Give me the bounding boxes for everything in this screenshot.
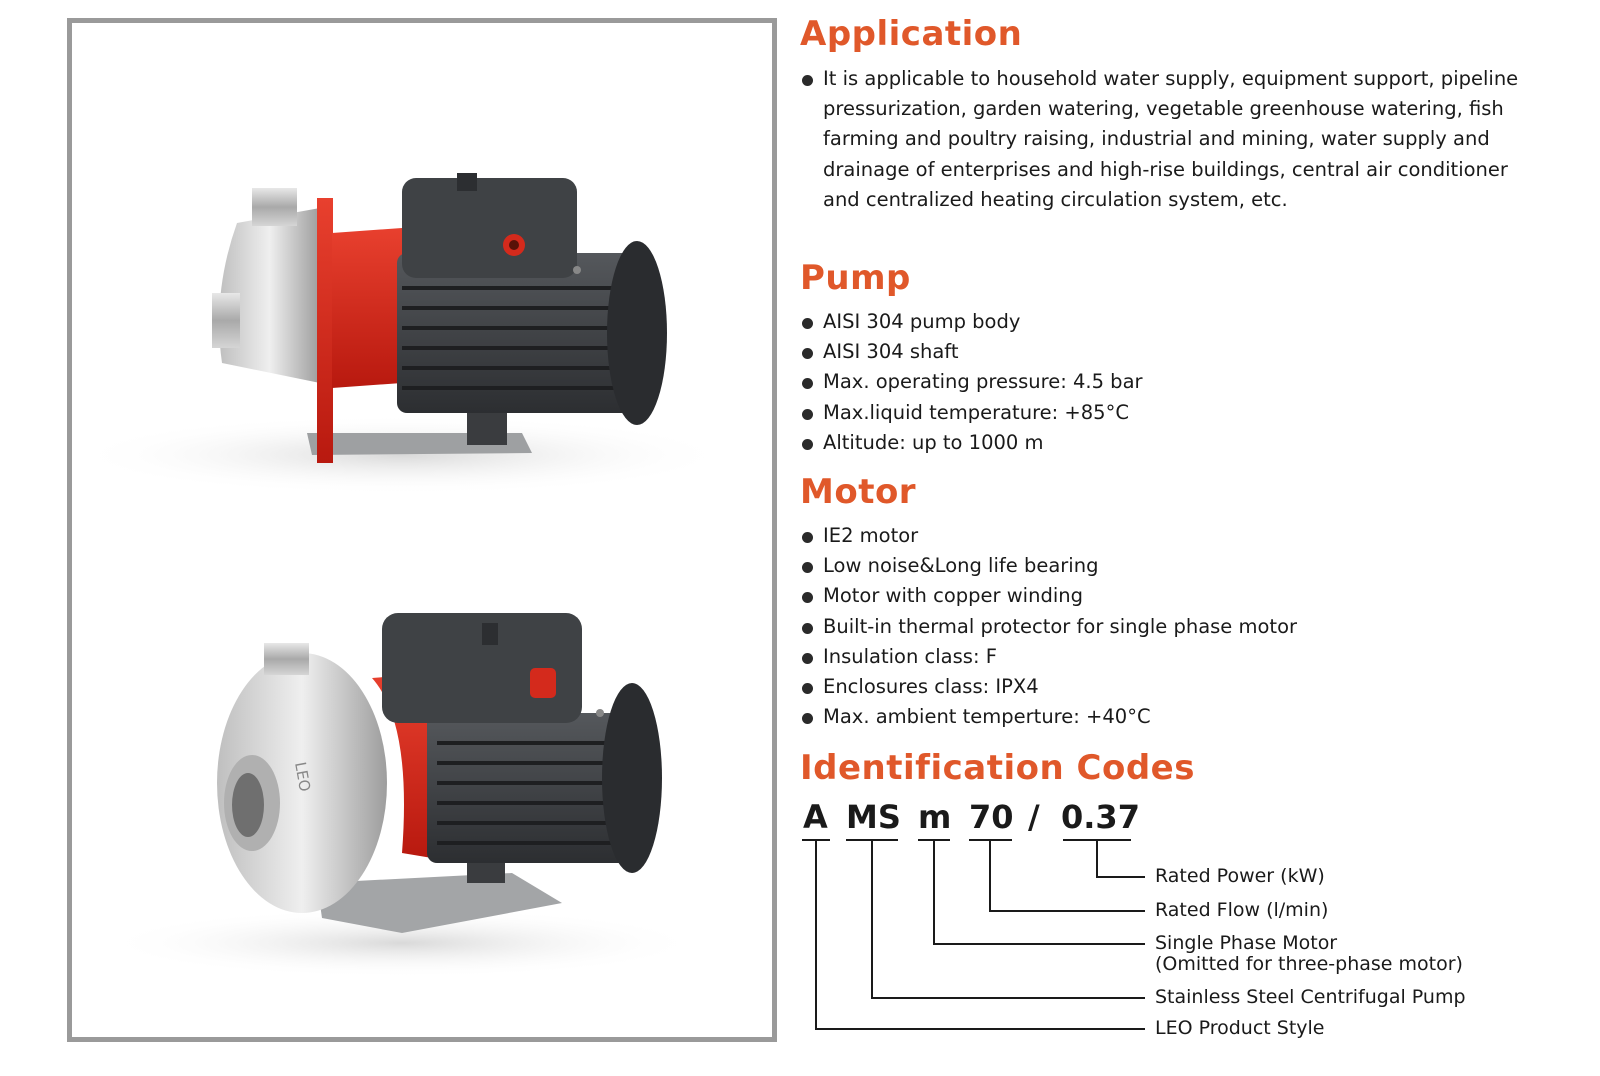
list-item: Enclosures class: IPX4	[800, 672, 1297, 702]
list-item: Motor with copper winding	[800, 581, 1297, 611]
label-pump-type: Stainless Steel Centrifugal Pump	[1155, 986, 1466, 1008]
identification-heading: Identification Codes	[800, 748, 1195, 788]
application-heading: Application	[800, 14, 1023, 54]
code-a: A	[803, 798, 828, 836]
pump-front-view	[102, 613, 702, 978]
code-power: 0.37	[1061, 798, 1140, 836]
code-slash: /	[1028, 798, 1040, 836]
list-item: Insulation class: F	[800, 642, 1297, 672]
list-item: Low noise&Long life bearing	[800, 551, 1297, 581]
label-single-phase: Single Phase Motor	[1155, 932, 1338, 954]
code-flow: 70	[969, 798, 1014, 836]
pump-heading: Pump	[800, 258, 911, 298]
code-m: m	[918, 798, 952, 836]
product-image-frame	[67, 18, 777, 1042]
list-item: Built-in thermal protector for single phase motor	[800, 612, 1297, 642]
label-rated-power: Rated Power (kW)	[1155, 865, 1325, 887]
code-ms: MS	[846, 798, 901, 836]
list-item: Max. ambient temperture: +40°C	[800, 702, 1297, 732]
list-item: AISI 304 shaft	[800, 337, 1143, 367]
list-item: Max. operating pressure: 4.5 bar	[800, 367, 1143, 397]
application-text: It is applicable to household water supply, equipment support, pipeline pressurization, garden watering, vegetable greenhouse watering, fish farming and poultry raising, industrial and mining, water supply and drainage of enterprises and high-rise buildings, central air conditioner and centralized heating circulation system, etc.	[800, 64, 1543, 215]
list-item: AISI 304 pump body	[800, 307, 1143, 337]
label-three-phase-note: (Omitted for three-phase motor)	[1155, 953, 1463, 975]
casing-logo: LEO	[291, 760, 314, 793]
label-product-style: LEO Product Style	[1155, 1017, 1325, 1039]
list-item: IE2 motor	[800, 521, 1297, 551]
label-rated-flow: Rated Flow (l/min)	[1155, 899, 1329, 921]
motor-heading: Motor	[800, 472, 917, 512]
pump-side-view	[72, 173, 732, 495]
list-item: Altitude: up to 1000 m	[800, 428, 1143, 458]
pump-illustrations	[72, 23, 772, 1037]
list-item: Max.liquid temperature: +85°C	[800, 398, 1143, 428]
